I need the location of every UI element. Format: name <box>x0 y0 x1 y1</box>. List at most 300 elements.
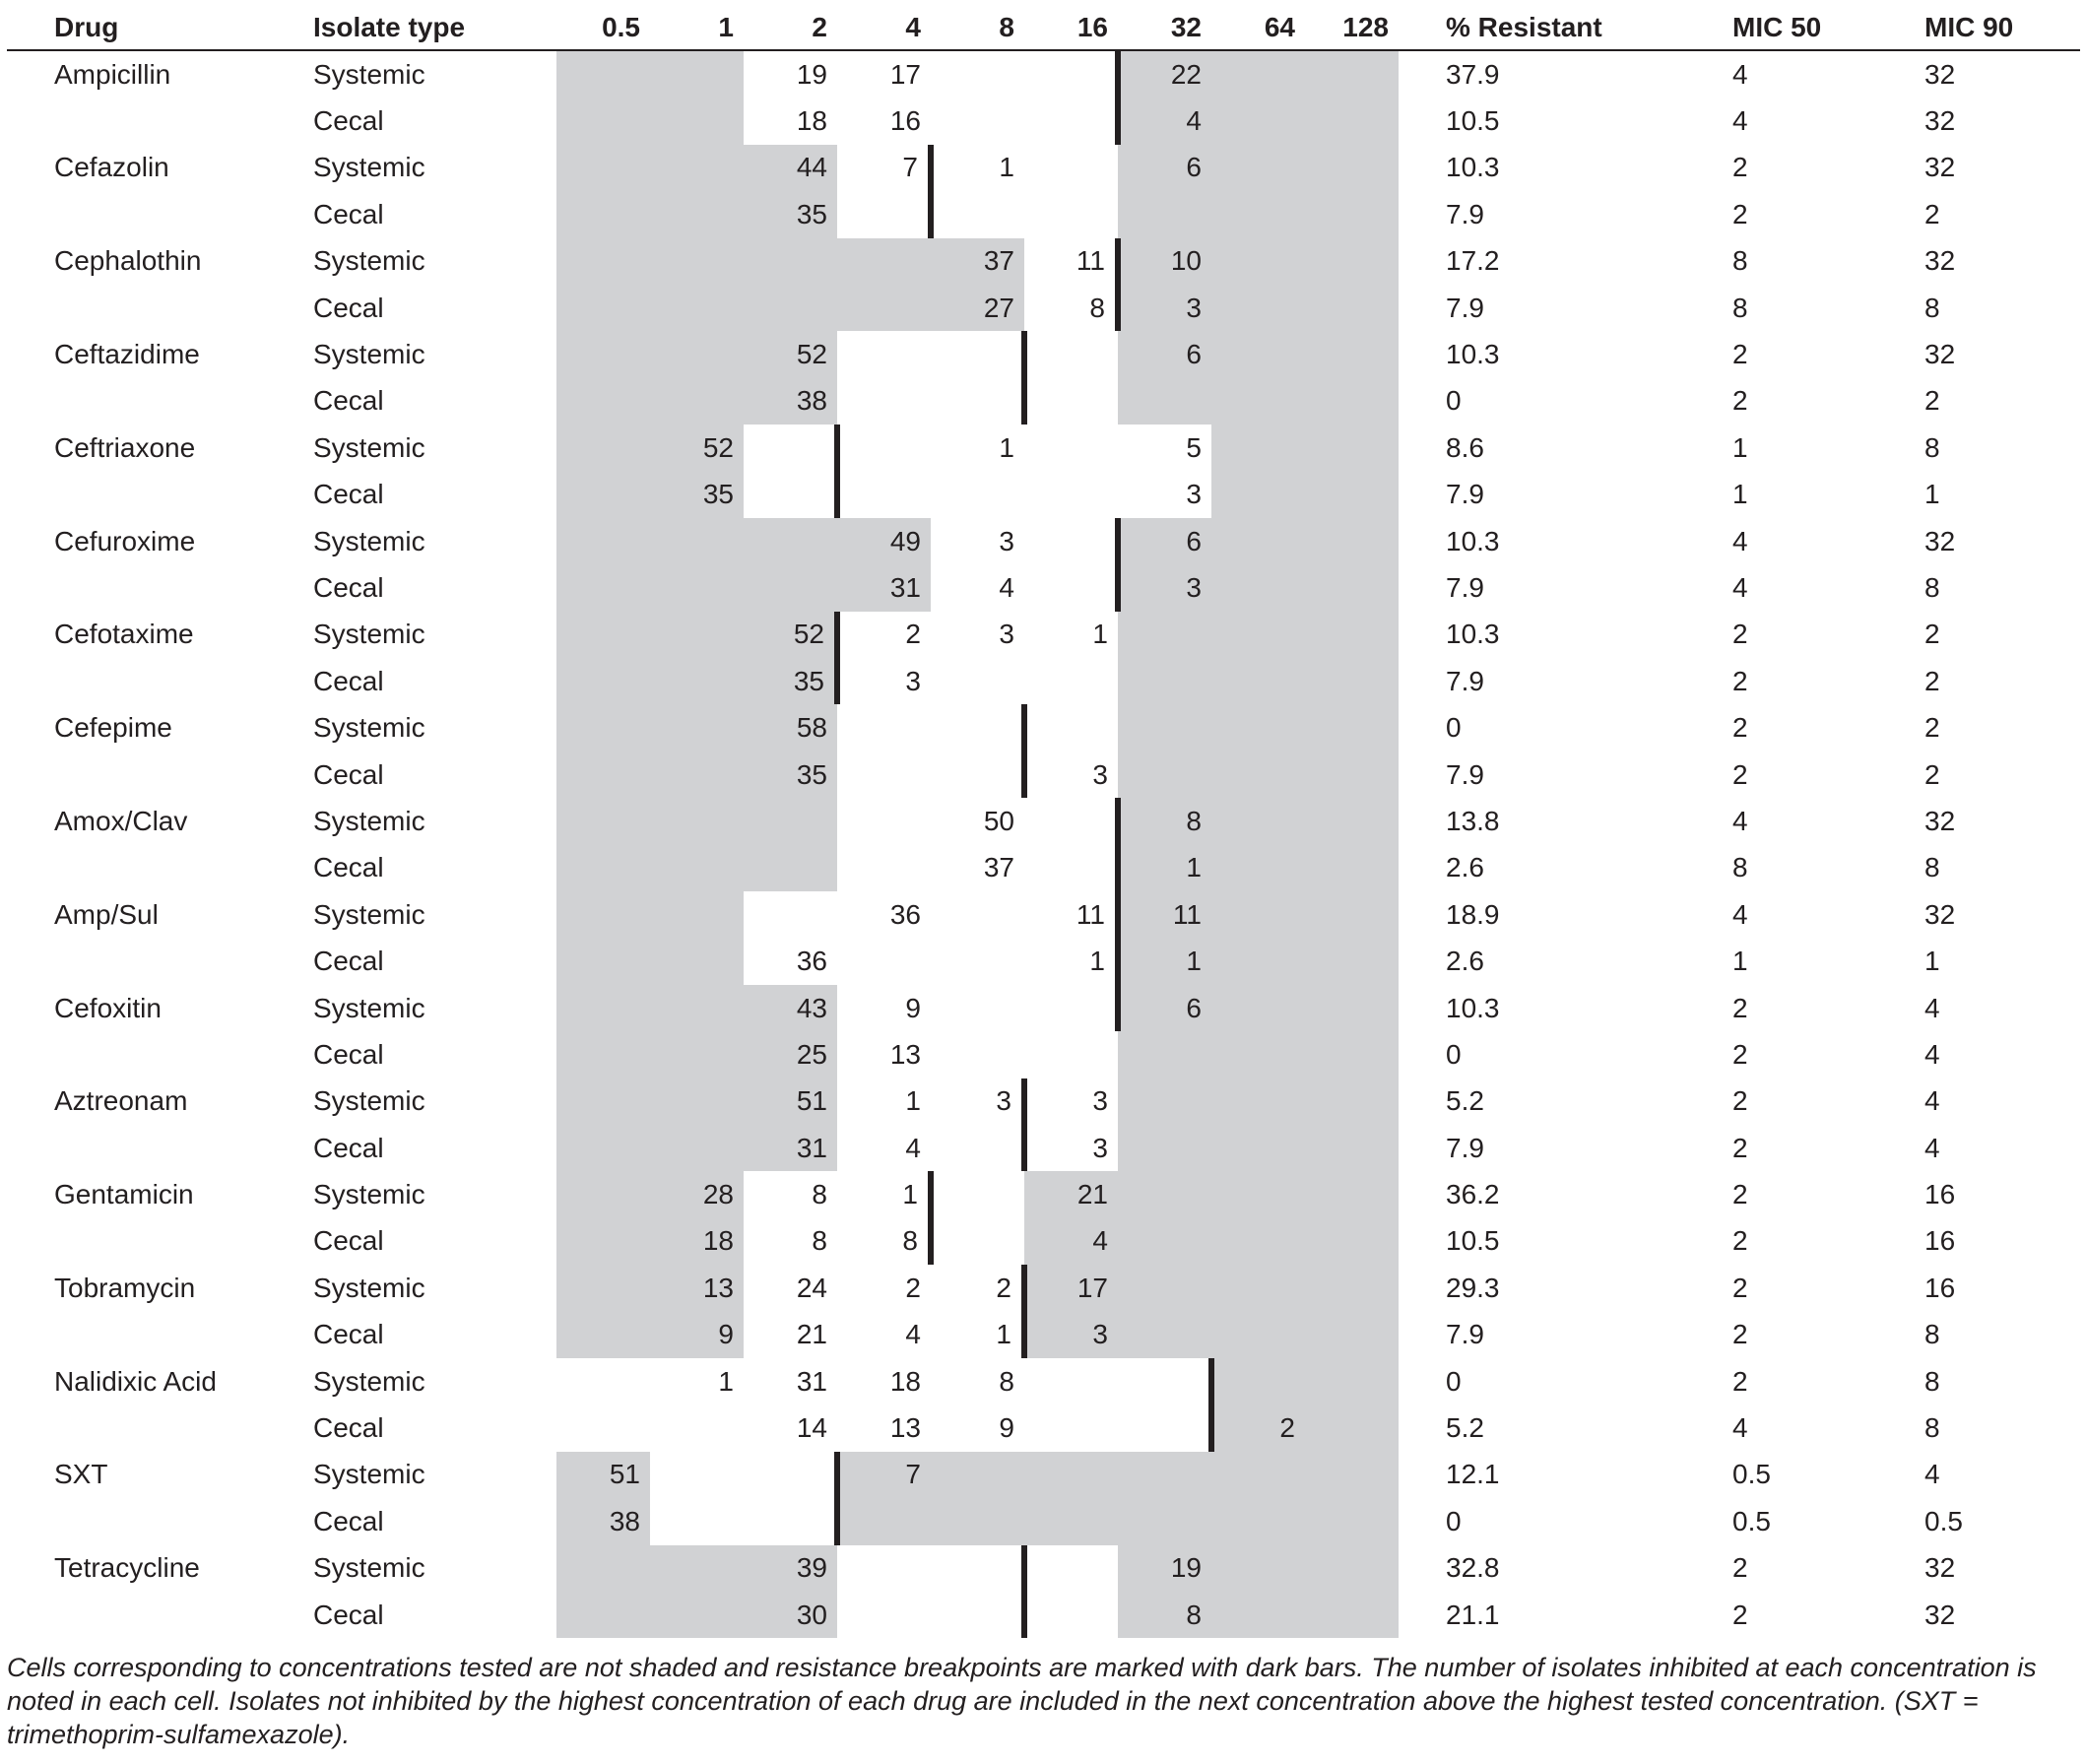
mic90-cell: 8 <box>1924 292 1940 323</box>
mic-count-cell <box>1211 98 1305 144</box>
mic-count-cell <box>931 1545 1024 1592</box>
drug-cell <box>7 1498 266 1544</box>
mic-count-cell <box>650 238 744 285</box>
mic-count-cell <box>1305 985 1399 1031</box>
mic-count-cell: 37 <box>931 238 1024 285</box>
mic-count-cell: 52 <box>744 331 837 377</box>
mic-count-cell <box>1305 1265 1399 1311</box>
mic-count-cell: 9 <box>999 1412 1014 1444</box>
mic50-cell: 2 <box>1732 992 1748 1023</box>
mic-count-cell <box>1211 1452 1305 1498</box>
isolate-type-cell: Systemic <box>313 245 425 277</box>
mic-count-cell <box>556 891 650 938</box>
mic-count-cell <box>1024 425 1118 471</box>
mic-count-cell <box>837 751 931 798</box>
mic-count-cell: 6 <box>1118 985 1211 1031</box>
mic-count-cell <box>1211 472 1305 518</box>
mic-count-cell: 4 <box>1118 98 1211 144</box>
mic-count-cell <box>650 1545 744 1592</box>
mic-count-cell: 8 <box>1118 1592 1211 1638</box>
mic-count-cell: 7 <box>837 1452 931 1498</box>
mic-count-cell: 11 <box>1076 245 1105 277</box>
mic-count-cell <box>1024 378 1118 425</box>
mic90-cell: 4 <box>1924 1085 1940 1117</box>
mic-count-cell <box>1211 518 1305 564</box>
mic-count-cell <box>650 751 744 798</box>
mic-count-cell <box>1118 1358 1211 1405</box>
mic90-cell: 2 <box>1924 619 1940 650</box>
mic90-cell: 8 <box>1924 852 1940 883</box>
isolate-type-cell: Systemic <box>313 1552 425 1584</box>
mic-count-cell <box>1024 331 1118 377</box>
pct-resistant-cell: 7.9 <box>1446 665 1484 696</box>
mic50-cell: 4 <box>1732 571 1748 603</box>
mic-count-cell <box>1305 1405 1399 1451</box>
drug-cell: Cefuroxime <box>54 525 196 556</box>
pct-resistant-cell: 37.9 <box>1446 58 1500 90</box>
mic-count-cell <box>1211 891 1305 938</box>
table-caption: Cells corresponding to concentrations tested are not shaded and resistance breakpoints are marked with dark bars. The number of isolates inhibited at each concentration is noted in each cell. Isolates not inhibited by the highest concentration of each drug are included in the next concentration above the highest tested concentration. (SXT = trimethoprim-sulfamexazole). <box>7 1653 2037 1749</box>
mic-count-cell <box>1305 331 1399 377</box>
mic-count-cell: 3 <box>1024 1312 1118 1358</box>
mic-count-cell: 17 <box>889 58 921 90</box>
mic-count-cell <box>1305 1078 1399 1125</box>
mic-count-cell <box>1211 1498 1305 1544</box>
drug-cell <box>7 472 266 518</box>
isolate-type-cell: Cecal <box>313 852 384 883</box>
mic-count-cell <box>556 1265 650 1311</box>
header-conc-32: 32 <box>1118 6 1211 50</box>
drug-cell <box>7 1405 266 1451</box>
mic-count-cell <box>744 564 837 611</box>
mic-count-cell <box>556 1125 650 1171</box>
mic-count-cell <box>1118 1452 1211 1498</box>
mic-count-cell <box>744 798 837 844</box>
mic-count-cell: 1 <box>999 431 1014 463</box>
mic-count-cell <box>556 1171 650 1217</box>
mic50-cell: 2 <box>1732 198 1748 229</box>
mic-count-cell <box>650 285 744 331</box>
mic-count-cell <box>1211 1312 1305 1358</box>
mic-count-cell <box>650 1452 744 1498</box>
mic-count-cell <box>1024 658 1118 704</box>
mic-count-cell: 36 <box>796 946 827 977</box>
mic-count-cell <box>744 1452 837 1498</box>
mic50-cell: 2 <box>1732 385 1748 417</box>
header-conc-1: 1 <box>650 6 744 50</box>
mic-count-cell: 51 <box>556 1452 650 1498</box>
mic-count-cell <box>556 1592 650 1638</box>
drug-cell: Ampicillin <box>54 58 171 90</box>
mic-count-cell <box>1211 658 1305 704</box>
mic-count-cell <box>1211 1265 1305 1311</box>
drug-cell <box>7 1592 266 1638</box>
table-row <box>7 1218 2080 1265</box>
mic-count-cell <box>931 1452 1024 1498</box>
mic50-cell: 1 <box>1732 479 1748 510</box>
table-row <box>7 1498 2080 1544</box>
mic-count-cell: 21 <box>1024 1171 1118 1217</box>
pct-resistant-cell: 0 <box>1446 1365 1462 1397</box>
header-isolate-type: Isolate type <box>266 6 556 50</box>
table-body <box>7 50 2080 1638</box>
isolate-type-cell: Cecal <box>313 758 384 790</box>
pct-resistant-cell: 18.9 <box>1446 898 1500 930</box>
drug-cell <box>7 1312 266 1358</box>
mic-count-cell <box>1305 1312 1399 1358</box>
mic50-cell: 0.5 <box>1732 1459 1771 1490</box>
mic50-cell: 4 <box>1732 105 1748 137</box>
mic-count-cell <box>1305 50 1399 98</box>
mic90-cell: 2 <box>1924 712 1940 744</box>
mic50-cell: 2 <box>1732 1272 1748 1303</box>
mic-count-cell <box>1211 612 1305 658</box>
isolate-type-cell: Systemic <box>313 805 425 836</box>
mic-count-cell <box>1305 612 1399 658</box>
mic-count-cell <box>931 704 1024 751</box>
mic-count-cell <box>556 98 650 144</box>
table-row <box>7 285 2080 331</box>
header-conc-2: 2 <box>744 6 837 50</box>
mic50-cell: 2 <box>1732 665 1748 696</box>
mic-count-cell <box>556 285 650 331</box>
mic-count-cell: 3 <box>837 658 931 704</box>
mic-count-cell <box>1305 1545 1399 1592</box>
mic-count-cell <box>650 1498 744 1544</box>
mic-count-cell <box>1305 145 1399 191</box>
mic-count-cell <box>650 612 744 658</box>
mic-count-cell: 1 <box>902 1179 918 1210</box>
mic-count-cell: 21 <box>796 1319 827 1350</box>
table-row <box>7 1405 2080 1451</box>
mic-count-cell <box>837 285 931 331</box>
header-pct-resistant: % Resistant <box>1399 6 1685 50</box>
mic-count-cell <box>1211 1545 1305 1592</box>
mic-count-cell <box>556 50 650 98</box>
mic-count-cell: 3 <box>1024 751 1118 798</box>
mic-count-cell <box>1118 1312 1211 1358</box>
mic-count-cell <box>650 938 744 984</box>
mic-count-cell <box>1118 751 1211 798</box>
mic-count-cell: 18 <box>889 1365 921 1397</box>
mic-count-cell: 3 <box>1024 1125 1118 1171</box>
table-row <box>7 98 2080 144</box>
mic-count-cell: 3 <box>1118 285 1211 331</box>
mic-count-cell <box>650 1592 744 1638</box>
mic-count-cell <box>1211 564 1305 611</box>
mic-count-cell: 4 <box>905 1132 921 1163</box>
isolate-type-cell: Cecal <box>313 1132 384 1163</box>
mic-count-cell <box>1211 238 1305 285</box>
mic-count-cell <box>1118 1171 1211 1217</box>
mic-count-cell: 14 <box>796 1412 827 1444</box>
mic-count-cell <box>556 331 650 377</box>
header-conc-4: 4 <box>837 6 931 50</box>
pct-resistant-cell: 36.2 <box>1446 1179 1500 1210</box>
mic-count-cell <box>1305 564 1399 611</box>
mic90-cell: 2 <box>1924 758 1940 790</box>
mic-count-cell <box>1118 378 1211 425</box>
mic90-cell: 32 <box>1924 805 1956 836</box>
mic-count-cell <box>1024 191 1118 237</box>
mic-count-cell <box>1118 1498 1211 1544</box>
mic-count-cell: 38 <box>556 1498 650 1544</box>
mic-count-cell <box>931 191 1024 237</box>
drug-cell <box>7 564 266 611</box>
isolate-type-cell: Systemic <box>313 1459 425 1490</box>
mic-count-cell <box>1211 798 1305 844</box>
mic-count-cell <box>556 1218 650 1265</box>
mic-count-cell <box>556 612 650 658</box>
mic-count-cell <box>1305 845 1399 891</box>
drug-cell: Tobramycin <box>54 1272 196 1303</box>
mic-count-cell <box>1024 1031 1118 1078</box>
pct-resistant-cell: 7.9 <box>1446 479 1484 510</box>
mic-count-cell <box>650 798 744 844</box>
mic-count-cell: 4 <box>905 1319 921 1350</box>
mic90-cell: 2 <box>1924 385 1940 417</box>
mic-count-cell <box>1211 1031 1305 1078</box>
mic-count-cell <box>1305 751 1399 798</box>
drug-cell <box>7 751 266 798</box>
pct-resistant-cell: 7.9 <box>1446 198 1484 229</box>
pct-resistant-cell: 5.2 <box>1446 1412 1484 1444</box>
mic-count-cell <box>1305 1031 1399 1078</box>
mic-count-cell: 35 <box>744 191 837 237</box>
mic-count-cell <box>1024 1545 1118 1592</box>
mic-count-cell: 37 <box>983 852 1014 883</box>
pct-resistant-cell: 2.6 <box>1446 946 1484 977</box>
mic-count-cell <box>744 891 837 938</box>
isolate-type-cell: Cecal <box>313 105 384 137</box>
mic-count-cell <box>556 658 650 704</box>
mic-count-cell <box>650 1405 744 1451</box>
drug-cell: Cefepime <box>54 712 172 744</box>
pct-resistant-cell: 29.3 <box>1446 1272 1500 1303</box>
mic50-cell: 2 <box>1732 339 1748 370</box>
mic90-cell: 8 <box>1924 1365 1940 1397</box>
mic-count-cell <box>650 1031 744 1078</box>
mic-count-cell <box>744 1498 837 1544</box>
table-row <box>7 751 2080 798</box>
mic-count-cell <box>1305 658 1399 704</box>
isolate-type-cell: Systemic <box>313 339 425 370</box>
drug-cell: Cefoxitin <box>54 992 162 1023</box>
mic-count-cell <box>1211 378 1305 425</box>
mic-count-cell: 35 <box>744 751 837 798</box>
mic90-cell: 16 <box>1924 1179 1956 1210</box>
mic-count-cell <box>1024 564 1118 611</box>
mic-count-cell <box>931 658 1024 704</box>
drug-cell: Gentamicin <box>54 1179 194 1210</box>
isolate-type-cell: Systemic <box>313 898 425 930</box>
mic-count-cell <box>1211 425 1305 471</box>
mic-count-cell <box>1118 1125 1211 1171</box>
mic-count-cell: 58 <box>744 704 837 751</box>
mic-count-cell <box>650 704 744 751</box>
mic-count-cell <box>556 798 650 844</box>
mic-count-cell <box>1118 612 1211 658</box>
mic-count-cell <box>1211 1218 1305 1265</box>
drug-cell: Cephalothin <box>54 245 202 277</box>
mic-count-cell <box>1211 331 1305 377</box>
mic90-cell: 16 <box>1924 1272 1956 1303</box>
header-conc-128: 128 <box>1305 6 1399 50</box>
mic-count-cell <box>1211 50 1305 98</box>
mic90-cell: 1 <box>1924 946 1940 977</box>
mic-count-cell: 2 <box>1211 1405 1305 1451</box>
mic-count-cell: 1 <box>931 145 1024 191</box>
pct-resistant-cell: 7.9 <box>1446 1132 1484 1163</box>
mic-count-cell: 9 <box>905 992 921 1023</box>
drug-cell: SXT <box>54 1459 108 1490</box>
mic-count-cell: 13 <box>889 1412 921 1444</box>
mic-count-cell <box>1118 1405 1211 1451</box>
drug-cell: Cefotaxime <box>54 619 194 650</box>
mic-count-cell <box>650 845 744 891</box>
mic-count-cell <box>556 145 650 191</box>
mic-count-cell: 19 <box>1118 1545 1211 1592</box>
mic-count-cell <box>1305 1171 1399 1217</box>
mic-count-cell <box>1024 98 1118 144</box>
mic-count-cell: 35 <box>650 472 744 518</box>
pct-resistant-cell: 0 <box>1446 712 1462 744</box>
mic-count-cell <box>1024 845 1118 891</box>
mic-count-cell <box>1024 704 1118 751</box>
mic-count-cell <box>1024 1452 1118 1498</box>
table-row <box>7 425 2080 471</box>
pct-resistant-cell: 10.3 <box>1446 525 1500 556</box>
table-row <box>7 1171 2080 1217</box>
drug-cell: Amp/Sul <box>54 898 159 930</box>
mic-count-cell <box>931 751 1024 798</box>
header-row <box>7 6 2080 50</box>
mic-count-cell <box>650 1078 744 1125</box>
pct-resistant-cell: 32.8 <box>1446 1552 1500 1584</box>
mic-count-cell: 9 <box>650 1312 744 1358</box>
mic-count-cell <box>556 704 650 751</box>
mic-count-cell: 3 <box>999 619 1014 650</box>
table-row <box>7 378 2080 425</box>
mic-count-cell: 18 <box>650 1218 744 1265</box>
table-row <box>7 612 2080 658</box>
mic-count-cell: 7 <box>902 152 918 183</box>
drug-cell: Nalidixic Acid <box>54 1365 217 1397</box>
mic-count-cell: 50 <box>983 805 1014 836</box>
mic-count-cell: 35 <box>744 658 837 704</box>
mic-count-cell <box>1305 98 1399 144</box>
mic90-cell: 8 <box>1924 1319 1940 1350</box>
mic-count-cell <box>1024 798 1118 844</box>
isolate-type-cell: Systemic <box>313 619 425 650</box>
pct-resistant-cell: 10.3 <box>1446 992 1500 1023</box>
pct-resistant-cell: 10.5 <box>1446 1225 1500 1257</box>
drug-cell <box>7 191 266 237</box>
mic-count-cell <box>1118 1218 1211 1265</box>
mic-count-cell: 11 <box>1118 891 1211 938</box>
mic-count-cell <box>744 238 837 285</box>
mic50-cell: 4 <box>1732 58 1748 90</box>
mic-count-cell: 10 <box>1118 238 1211 285</box>
pct-resistant-cell: 12.1 <box>1446 1459 1500 1490</box>
mic-count-cell <box>1305 1218 1399 1265</box>
mic-count-cell <box>650 378 744 425</box>
mic-count-cell <box>1211 1358 1305 1405</box>
mic90-cell: 8 <box>1924 1412 1940 1444</box>
table-row <box>7 1265 2080 1311</box>
isolate-type-cell: Systemic <box>313 992 425 1023</box>
mic-count-cell <box>1118 1078 1211 1125</box>
table-row <box>7 1545 2080 1592</box>
mic90-cell: 1 <box>1924 479 1940 510</box>
table-row <box>7 1078 2080 1125</box>
pct-resistant-cell: 8.6 <box>1446 431 1484 463</box>
mic-count-cell <box>1211 938 1305 984</box>
drug-cell <box>7 1218 266 1265</box>
mic50-cell: 0.5 <box>1732 1505 1771 1536</box>
mic-count-cell <box>650 331 744 377</box>
drug-cell <box>7 658 266 704</box>
mic-count-cell <box>1305 518 1399 564</box>
mic50-cell: 4 <box>1732 525 1748 556</box>
isolate-type-cell: Systemic <box>313 1272 425 1303</box>
mic-count-cell <box>556 1405 650 1451</box>
mic-count-cell <box>931 98 1024 144</box>
mic-count-cell <box>931 378 1024 425</box>
isolate-type-cell: Cecal <box>313 1412 384 1444</box>
mic-count-cell: 31 <box>796 1365 827 1397</box>
mic-count-cell: 39 <box>744 1545 837 1592</box>
table-row <box>7 145 2080 191</box>
mic-count-cell <box>1305 891 1399 938</box>
mic-count-cell <box>650 191 744 237</box>
mic-count-cell: 51 <box>744 1078 837 1125</box>
mic-count-cell <box>1211 1592 1305 1638</box>
table-row <box>7 1312 2080 1358</box>
mic90-cell: 32 <box>1924 898 1956 930</box>
mic-count-cell <box>556 425 650 471</box>
pct-resistant-cell: 10.3 <box>1446 339 1500 370</box>
drug-cell <box>7 378 266 425</box>
drug-cell: Aztreonam <box>54 1085 188 1117</box>
mic-count-cell <box>931 472 1024 518</box>
drug-cell <box>7 285 266 331</box>
table-row <box>7 1031 2080 1078</box>
mic-count-cell <box>1211 1078 1305 1125</box>
isolate-type-cell: Systemic <box>313 431 425 463</box>
isolate-type-cell: Cecal <box>313 946 384 977</box>
mic-count-cell <box>1305 191 1399 237</box>
mic-count-cell <box>931 50 1024 98</box>
mic-count-cell <box>1118 1265 1211 1311</box>
mic-count-cell <box>650 145 744 191</box>
mic-count-cell <box>1024 1498 1118 1544</box>
mic90-cell: 32 <box>1924 152 1956 183</box>
mic-count-cell: 43 <box>744 985 837 1031</box>
mic90-cell: 32 <box>1924 525 1956 556</box>
pct-resistant-cell: 7.9 <box>1446 758 1484 790</box>
mic-count-cell <box>650 564 744 611</box>
isolate-type-cell: Systemic <box>313 712 425 744</box>
mic-count-cell <box>650 518 744 564</box>
mic-count-cell <box>931 985 1024 1031</box>
mic90-cell: 32 <box>1924 105 1956 137</box>
mic90-cell: 4 <box>1924 1038 1940 1070</box>
mic-count-cell <box>1118 704 1211 751</box>
isolate-type-cell: Cecal <box>313 385 384 417</box>
mic90-cell: 4 <box>1924 992 1940 1023</box>
mic90-cell: 8 <box>1924 431 1940 463</box>
